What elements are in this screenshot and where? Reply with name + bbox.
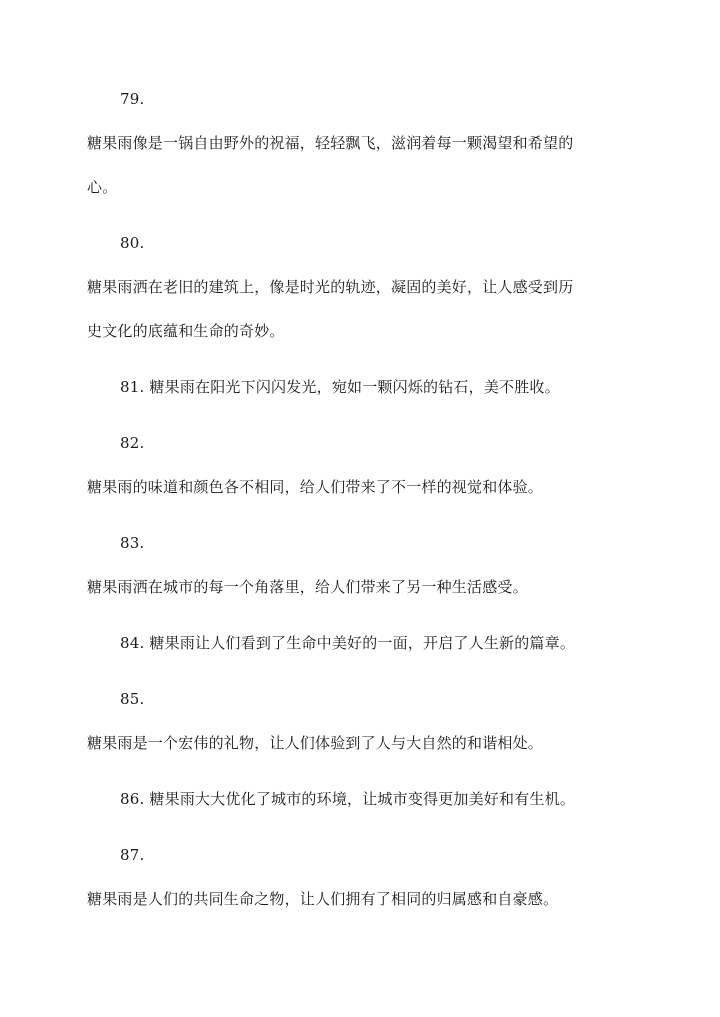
- item-79-text-line-1: 糖果雨像是一锅自由野外的祝福，轻轻飘飞，滋润着每一颗渴望和希望的: [87, 134, 574, 152]
- item-79-text-line-2: 心。: [87, 178, 118, 196]
- item-80-text-line-2: 史文化的底蕴和生命的奇妙。: [87, 322, 285, 340]
- item-87-text-line-1: 糖果雨是人们的共同生命之物，让人们拥有了相同的归属感和自豪感。: [87, 890, 559, 908]
- item-82-number: 82.: [120, 434, 145, 452]
- item-83-text-line-1: 糖果雨洒在城市的每一个角落里，给人们带来了另一种生活感受。: [87, 578, 528, 596]
- item-79-number: 79.: [120, 90, 145, 108]
- item-85-number: 85.: [120, 690, 145, 708]
- item-81-text: 81. 糖果雨在阳光下闪闪发光，宛如一颗闪烁的钻石，美不胜收。: [120, 378, 560, 396]
- item-86-text: 86. 糖果雨大大优化了城市的环境，让城市变得更加美好和有生机。: [120, 790, 576, 808]
- item-83-number: 83.: [120, 534, 145, 552]
- item-87-number: 87.: [120, 846, 145, 864]
- item-80-text-line-1: 糖果雨洒在老旧的建筑上，像是时光的轨迹，凝固的美好，让人感受到历: [87, 278, 574, 296]
- item-84-text: 84. 糖果雨让人们看到了生命中美好的一面，开启了人生新的篇章。: [120, 634, 576, 652]
- item-80-number: 80.: [120, 234, 145, 252]
- item-82-text-line-1: 糖果雨的味道和颜色各不相同，给人们带来了不一样的视觉和体验。: [87, 478, 544, 496]
- item-85-text-line-1: 糖果雨是一个宏伟的礼物，让人们体验到了人与大自然的和谐相处。: [87, 734, 544, 752]
